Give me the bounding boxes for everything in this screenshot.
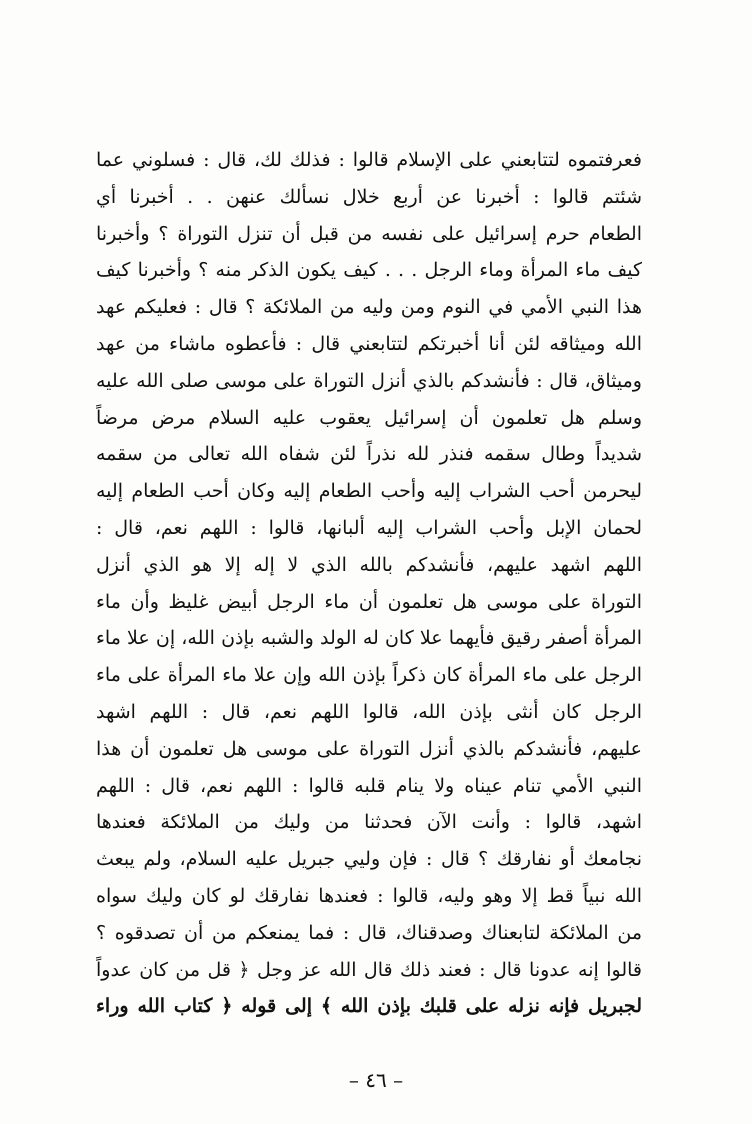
text-line: المرأة أصفر رقيق فأيهما علا كان له الولد والشبه بإذن الله، إن علا ماء: [96, 627, 642, 650]
text-line: الله وميثاقه لئن أنا أخبرتكم لتتابعني قال : فأعطوه ماشاء من عهد: [96, 332, 642, 355]
text-line: من الملائكة لتابعناك وصدقناك، قال : فما يمنعكم من أن تصدقوه ؟: [96, 921, 642, 944]
page-number: – ٤٦ –: [348, 1068, 404, 1092]
text-line: الرجل على ماء المرأة كان ذكراً بإذن الله وإن علا ماء المرأة على ماء: [96, 664, 642, 687]
text-line: ليحرمن أحب الشراب إليه وأحب الطعام إليه وكان أحب الطعام إليه: [96, 480, 642, 503]
text-line: لحمان الإبل وأحب الشراب إليه ألبانها، قالوا : اللهم نعم، قال :: [96, 516, 642, 539]
text-line: وسلم هل تعلمون أن إسرائيل يعقوب عليه السلام مرض مرضاً: [96, 406, 642, 429]
quran-quote-line: لجبريل فإنه نزله على قلبك بإذن الله ﴾ إلى قوله ﴿ كتاب الله وراء: [96, 995, 642, 1018]
text-line: شديداً وطال سقمه فنذر لله نذراً لئن شفاه الله تعالى من سقمه: [96, 443, 642, 466]
text-line: الطعام حرم إسرائيل على نفسه من قبل أن تنزل التوراة ؟ وأخبرنا: [96, 222, 642, 245]
text-line: النبي الأمي تنام عيناه ولا ينام قلبه قالوا : اللهم نعم، قال : اللهم: [96, 774, 642, 797]
text-line: الله نبياً قط إلا وهو وليه، قالوا : فعندها نفارقك لو كان وليك سواه: [96, 884, 642, 907]
text-line: عليهم، فأنشدكم بالذي أنزل التوراة على موسى هل تعلمون أن هذا: [96, 737, 642, 760]
text-line: الرجل كان أنثى بإذن الله، قالوا اللهم نعم، قال : اللهم اشهد: [96, 700, 642, 723]
text-line: قالوا إنه عدونا قال : فعند ذلك قال الله عز وجل ﴿ قل من كان عدواً: [96, 958, 642, 981]
text-line: شئتم قالوا : أخبرنا عن أربع خلال نسألك عنهن . . أخبرنا أي: [96, 185, 642, 208]
text-line: التوراة على موسى هل تعلمون أن ماء الرجل أبيض غليظ وأن ماء: [96, 590, 642, 613]
text-line: فعرفتموه لتتابعني على الإسلام قالوا : فذلك لك، قال : فسلوني عما: [96, 149, 642, 171]
text-line: اشهد، قالوا : وأنت الآن فحدثنا من وليك من الملائكة فعندها: [96, 811, 642, 834]
text-line: كيف ماء المرأة وماء الرجل . . . كيف يكون الذكر منه ؟ وأخبرنا كيف: [96, 259, 642, 282]
body-text: [96, 142, 642, 1025]
text-line: هذا النبي الأمي في النوم ومن وليه من الملائكة ؟ قال : فعليكم عهد: [96, 296, 642, 319]
text-line: نجامعك أو نفارقك ؟ قال : فإن وليي جبريل عليه السلام، ولم يبعث: [96, 848, 642, 871]
text-line: اللهم اشهد عليهم، فأنشدكم بالله الذي لا إله إلا هو الذي أنزل: [96, 553, 642, 576]
text-line: وميثاق، قال : فأنشدكم بالذي أنزل التوراة على موسى صلى الله عليه: [96, 369, 642, 392]
